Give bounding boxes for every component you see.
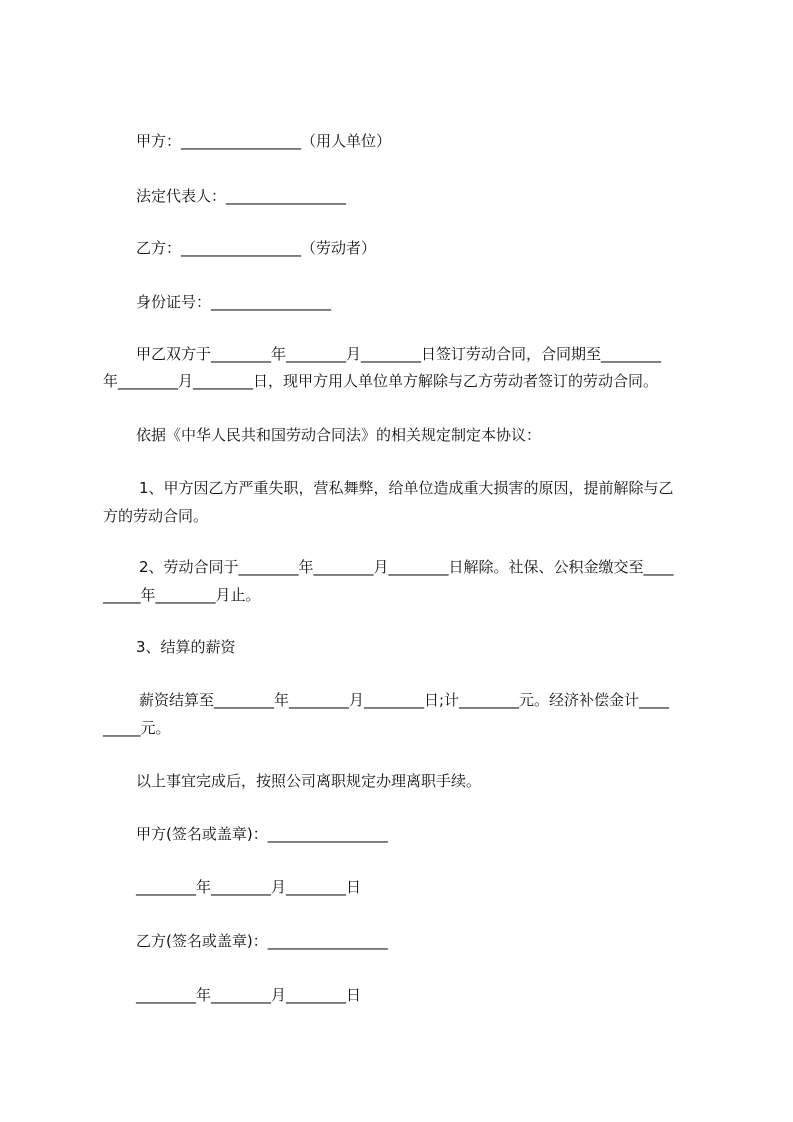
party-a-line: 甲方：________________（用人单位）: [136, 132, 392, 150]
agreement-line-1: 甲乙双方于________年________月________日签订劳动合同，合同期至________: [136, 345, 662, 363]
party-b-date-line: ________年________月________日: [136, 986, 362, 1004]
closing-line: 以上事宜完成后，按照公司离职规定办理离职手续。: [136, 772, 482, 790]
clause-1-line-2: 方的劳动合同。: [103, 507, 209, 525]
party-b-signature-line: 乙方(签名或盖章)：________________: [136, 932, 388, 950]
agreement-paragraph: [103, 344, 703, 391]
legal-representative-line: 法定代表人：________________: [136, 187, 347, 205]
agreement-line-2: 年________月________日，现甲方用人单位单方解除与乙方劳动者签订的劳动合同。: [103, 372, 659, 390]
salary-paragraph: [103, 690, 703, 738]
party-b-line: 乙方：________________（劳动者）: [136, 239, 377, 257]
clause-2-line-1: 2、劳动合同于________年________月________日解除。社保、公积金缴交至____: [139, 558, 674, 576]
salary-line-2: _____元。: [103, 719, 171, 737]
legal-basis-line: 依据《中华人民共和国劳动合同法》的相关规定制定本协议：: [136, 426, 542, 444]
party-a-signature-line: 甲方(签名或盖章)：________________: [136, 825, 388, 843]
id-number-line: 身份证号：________________: [136, 293, 332, 311]
clause-3-title: 3、结算的薪资: [136, 638, 236, 656]
salary-line-1: 薪资结算至________年________月________日;计________元。经济补偿金计____: [139, 691, 670, 709]
clause-2-line-2: _____年________月止。: [103, 586, 261, 604]
clause-1: [103, 478, 703, 526]
clause-2: [103, 557, 703, 605]
clause-1-line-1: 1、甲方因乙方严重失职，营私舞弊，给单位造成重大损害的原因，提前解除与乙: [139, 479, 674, 497]
party-a-date-line: ________年________月________日: [136, 878, 362, 896]
